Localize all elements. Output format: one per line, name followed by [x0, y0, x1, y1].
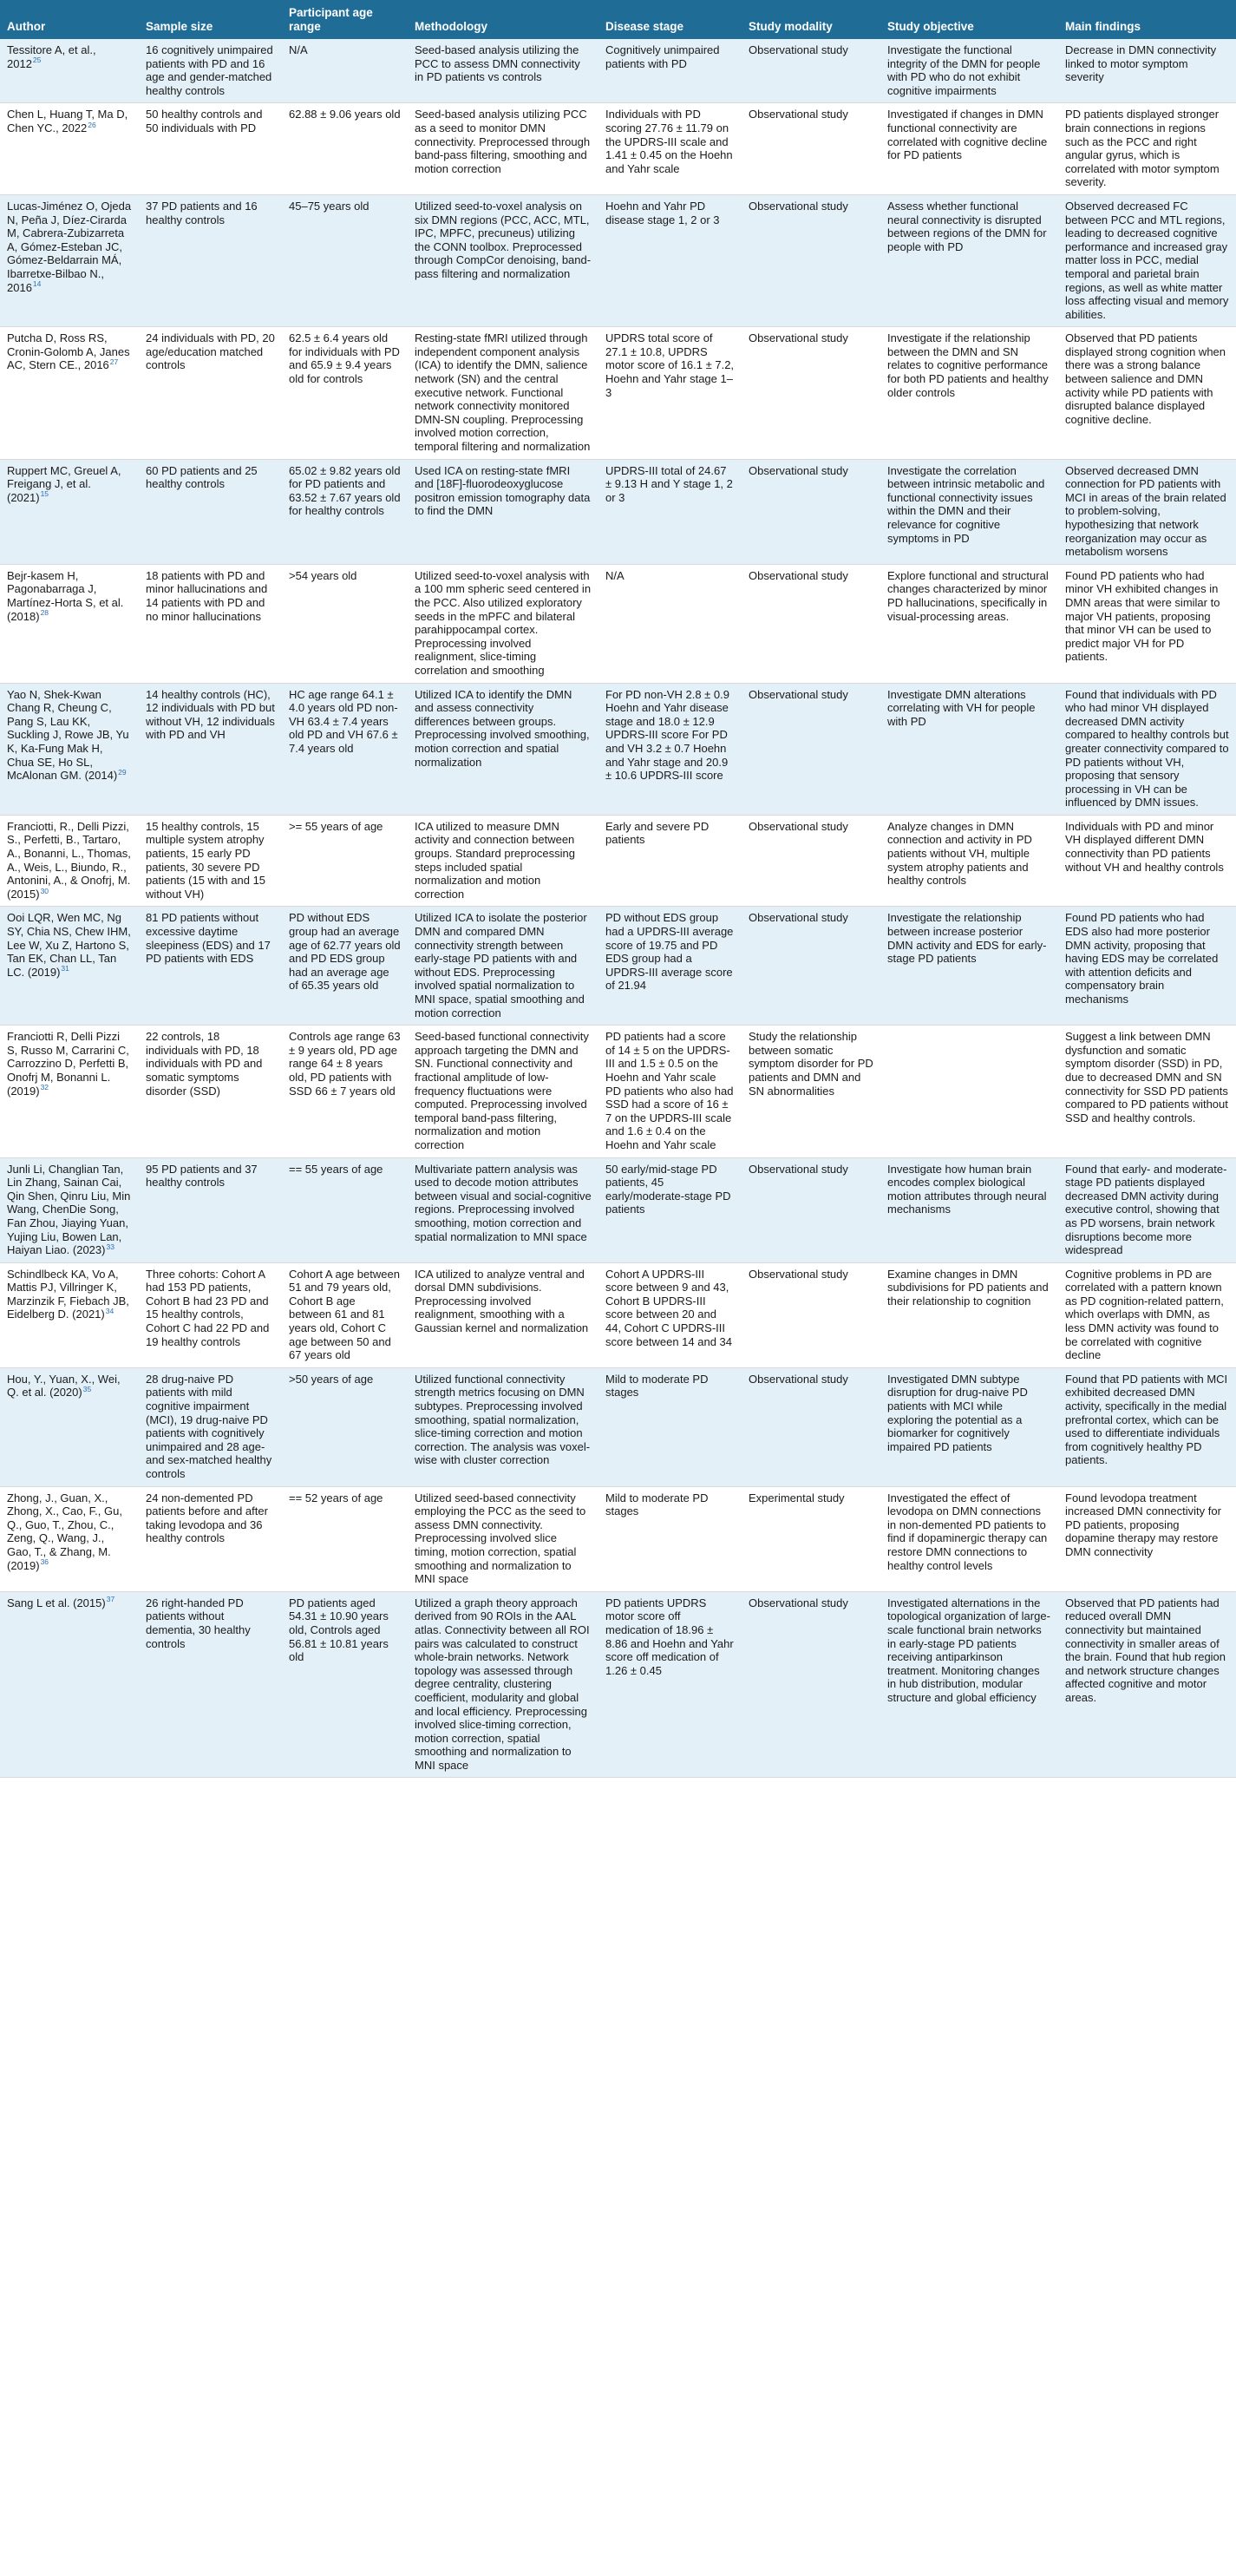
cell-main-findings: Found that individuals with PD who had minor VH displayed decreased DMN activity compared to healthy controls but greater connectivity compared to PD patients without VH, proposing that sensory processing in VH can be influenced by DMN issues.: [1058, 683, 1236, 815]
reference-link[interactable]: 32: [40, 1083, 49, 1092]
header-age-range: Participant age range: [289, 6, 373, 33]
cell-study-modality: Observational study: [742, 194, 880, 326]
cell-age-range: HC age range 64.1 ± 4.0 years old PD non-VH 63.4 ± 7.4 years old PD and VH 67.6 ± 7.4 years old: [282, 683, 408, 815]
cell-study-objective: Investigated alternations in the topological organization of large-scale functional brain networks in early-stage PD patients receiving antiparkinson treatment. Monitoring changes in hub distribution, modular structure and global efficiency: [880, 1591, 1058, 1778]
cell-study-objective: Assess whether functional neural connectivity is disrupted between regions of the DMN for people with PD: [880, 194, 1058, 326]
table-row: [0, 103, 1236, 195]
cell-disease-stage: Hoehn and Yahr PD disease stage 1, 2 or 3: [598, 194, 742, 326]
cell-main-findings: Found that PD patients with MCI exhibited decreased DMN activity, specifically in the medial prefrontal cortex, which can be used to differentiate individuals from cognitively healthy PD patients.: [1058, 1367, 1236, 1486]
cell-main-findings: Individuals with PD and minor VH displayed different DMN connectivity than PD patients without VH and healthy controls: [1058, 815, 1236, 907]
author-text: Hou, Y., Yuan, X., Wei, Q. et al. (2020): [7, 1372, 121, 1399]
cell-methodology: Seed-based functional connectivity approach targeting the DMN and SN. Functional connectivity and fractional amplitude of low-frequency fluctuations were computed. Preprocessing involved temporal band-pass filtering, normalization and motion correction: [408, 1026, 598, 1157]
author-text: Zhong, J., Guan, X., Zhong, X., Cao, F., Gu, Q., Guo, T., Zhou, C., Zeng, Q., Wang, J., Gao, T., & Zhang, M. (2019): [7, 1491, 122, 1572]
header-study-objective: Study objective: [887, 20, 974, 33]
cell-age-range: 45–75 years old: [282, 194, 408, 326]
cell-methodology: Utilized a graph theory approach derived from 90 ROIs in the AAL atlas. Connectivity between all ROI pairs was calculated to construct whole-brain networks. Network topology was assessed through degree centrality, clustering coefficient, modularity and global and local efficiency. Preprocessing involved slice-timing correction, motion correction, spatial smoothing and normalization to MNI space: [408, 1591, 598, 1778]
reference-link[interactable]: 37: [106, 1595, 115, 1604]
cell-methodology: Resting-state fMRI utilized through independent component analysis (ICA) to identify the DMN, salience network (SN) and the central executive network. Functional network connectivity monitored DMN-SN coupling. Preprocessing involved motion correction, temporal filtering and normalization: [408, 327, 598, 459]
cell-author: [0, 1367, 139, 1486]
header-row: [0, 0, 1236, 39]
author-text: Franciotti R, Delli Pizzi S, Russo M, Carrarini C, Carrozzino D, Perfetti B, Onofrj M, Bonanni L. (2019): [7, 1030, 129, 1098]
cell-sample-size: Three cohorts: Cohort A had 153 PD patients, Cohort B had 23 PD and 15 healthy controls, Cohort C had 22 PD and 19 healthy controls: [139, 1262, 282, 1367]
cell-study-objective: Explore functional and structural changes characterized by minor PD hallucinations, specifically in visual-processing areas.: [880, 564, 1058, 683]
cell-age-range: 65.02 ± 9.82 years old for PD patients and 63.52 ± 7.67 years old for healthy controls: [282, 459, 408, 564]
cell-main-findings: Decrease in DMN connectivity linked to motor symptom severity: [1058, 39, 1236, 103]
cell-sample-size: 15 healthy controls, 15 multiple system atrophy patients, 15 early PD patients, 30 severe PD patients (15 with and 15 without VH): [139, 815, 282, 907]
cell-sample-size: 95 PD patients and 37 healthy controls: [139, 1157, 282, 1262]
author-text: Bejr-kasem H, Pagonabarraga J, Martínez-Horta S, et al. (2018): [7, 568, 124, 623]
cell-study-modality: Observational study: [742, 103, 880, 195]
cell-author: [0, 459, 139, 564]
cell-methodology: ICA utilized to analyze ventral and dorsal DMN subdivisions. Preprocessing involved realignment, smoothing with a Gaussian kernel and normalization: [408, 1262, 598, 1367]
cell-study-modality: Observational study: [742, 907, 880, 1026]
cell-study-objective: Investigated DMN subtype disruption for drug-naive PD patients with MCI while exploring the potential as a biomarker for cognitively impaired PD patients: [880, 1367, 1058, 1486]
author-text: Tessitore A, et al., 2012: [7, 43, 96, 70]
table-row: [0, 564, 1236, 683]
cell-main-findings: Observed that PD patients had reduced overall DMN connectivity but maintained connectivity in smaller areas of the brain. Found that hub region and network structure changes affected cognitive and motor areas.: [1058, 1591, 1236, 1778]
cell-author: [0, 1157, 139, 1262]
cell-methodology: ICA utilized to measure DMN activity and connection between groups. Standard preprocessing steps included spatial normalization and motion correction: [408, 815, 598, 907]
author-text: Junli Li, Changlian Tan, Lin Zhang, Sainan Cai, Qin Shen, Qinru Liu, Min Wang, ChenDie Song, Fan Zhou, Jiaying Yuan, Yujing Liu, Bowen Lan, Haiyan Liao. (2023): [7, 1162, 131, 1257]
cell-study-objective: [880, 1026, 1058, 1157]
reference-link[interactable]: 35: [82, 1385, 92, 1394]
cell-main-findings: Cognitive problems in PD are correlated with a pattern known as PD cognition-related pattern, which overlaps with DMN, as less DMN activity was found to be correlated with cognitive decline: [1058, 1262, 1236, 1367]
cell-age-range: 62.5 ± 6.4 years old for individuals with PD and 65.9 ± 9.4 years old for controls: [282, 327, 408, 459]
cell-author: [0, 194, 139, 326]
reference-link[interactable]: 30: [40, 886, 49, 895]
cell-disease-stage: PD without EDS group had a UPDRS-III average score of 19.75 and PD EDS group had a UPDRS-III average score of 21.94: [598, 907, 742, 1026]
cell-methodology: Utilized seed-to-voxel analysis on six DMN regions (PCC, ACC, MTL, IPC, MPFC, precuneus) utilizing the CONN toolbox. Preprocessed through CompCor denoising, band-pass filtering and normalization: [408, 194, 598, 326]
table-row: [0, 683, 1236, 815]
cell-methodology: Utilized ICA to identify the DMN and assess connectivity differences between groups. Preprocessing involved smoothing, motion correction and spatial normalization: [408, 683, 598, 815]
table-row: [0, 459, 1236, 564]
author-text: Ruppert MC, Greuel A, Freigang J, et al. (2021): [7, 463, 121, 504]
reference-link[interactable]: 34: [105, 1307, 114, 1316]
author-text: Putcha D, Ross RS, Cronin-Golomb A, Janes AC, Stern CE., 2016: [7, 331, 130, 372]
cell-methodology: Utilized functional connectivity strength metrics focusing on DMN subtypes. Preprocessing involved smoothing, spatial normalization, slice-timing correction and motion correction. The analysis was voxel-wise with cluster correction: [408, 1367, 598, 1486]
cell-study-objective: Investigated if changes in DMN functional connectivity are correlated with cognitive decline for PD patients: [880, 103, 1058, 195]
cell-main-findings: PD patients displayed stronger brain connections in regions such as the PCC and right angular gyrus, which is correlated with motor symptom severity.: [1058, 103, 1236, 195]
cell-author: [0, 1262, 139, 1367]
cell-methodology: Utilized ICA to isolate the posterior DMN and compared DMN connectivity strength between early-stage PD patients with and without EDS. Preprocessing involved spatial normalization to MNI space, spatial smoothing and motion correction: [408, 907, 598, 1026]
author-text: Schindlbeck KA, Vo A, Mattis PJ, Villringer K, Marzinzik F, Fiebach JB, Eidelberg D. (2021): [7, 1267, 129, 1321]
cell-study-modality: Observational study: [742, 683, 880, 815]
table-row: [0, 1157, 1236, 1262]
cell-study-modality: Observational study: [742, 1367, 880, 1486]
cell-study-objective: Investigate the functional integrity of the DMN for people with PD who do not exhibit cognitive impairments: [880, 39, 1058, 103]
table-row: [0, 1591, 1236, 1778]
table-row: [0, 327, 1236, 459]
cell-author: [0, 327, 139, 459]
cell-sample-size: 24 non-demented PD patients before and after taking levodopa and 36 healthy controls: [139, 1486, 282, 1591]
cell-disease-stage: Mild to moderate PD stages: [598, 1367, 742, 1486]
reference-link[interactable]: 27: [109, 357, 119, 367]
cell-author: [0, 1026, 139, 1157]
cell-study-modality: Experimental study: [742, 1486, 880, 1591]
cell-study-modality: Study the relationship between somatic symptom disorder for PD patients and DMN and SN abnormalities: [742, 1026, 880, 1157]
cell-age-range: N/A: [282, 39, 408, 103]
table-row: [0, 1486, 1236, 1591]
author-text: Ooi LQR, Wen MC, Ng SY, Chia NS, Chew IHM, Lee W, Xu Z, Hartono S, Tan EK, Chan LL, Tan LC. (2019): [7, 911, 131, 979]
cell-age-range: PD patients aged 54.31 ± 10.90 years old, Controls aged 56.81 ± 10.81 years old: [282, 1591, 408, 1778]
cell-study-modality: Observational study: [742, 1262, 880, 1367]
cell-age-range: == 55 years of age: [282, 1157, 408, 1262]
cell-author: [0, 564, 139, 683]
reference-link[interactable]: 26: [88, 120, 96, 129]
cell-study-modality: Observational study: [742, 39, 880, 103]
header-methodology: Methodology: [415, 20, 487, 33]
cell-main-findings: Found levodopa treatment increased DMN connectivity for PD patients, proposing dopamine therapy may restore DMN connectivity: [1058, 1486, 1236, 1591]
cell-sample-size: 37 PD patients and 16 healthy controls: [139, 194, 282, 326]
cell-main-findings: Observed decreased DMN connection for PD patients with MCI in areas of the brain related to problem-solving, hypothesizing that network reorganization may occur as metabolism worsens: [1058, 459, 1236, 564]
header-main-findings: Main findings: [1065, 20, 1141, 33]
cell-sample-size: 24 individuals with PD, 20 age/education matched controls: [139, 327, 282, 459]
table-body: [0, 39, 1236, 1778]
table-row: [0, 39, 1236, 103]
reference-link[interactable]: 33: [106, 1242, 114, 1251]
cell-disease-stage: Early and severe PD patients: [598, 815, 742, 907]
reference-link[interactable]: 25: [32, 56, 42, 65]
cell-main-findings: Suggest a link between DMN dysfunction and somatic symptom disorder (SSD) in PD, due to decreased DMN and SN connectivity for SSD PD patients compared to PD patients without SSD and healthy controls.: [1058, 1026, 1236, 1157]
cell-methodology: Multivariate pattern analysis was used to decode motion attributes between visual and social-cognitive regions. Preprocessing involved smoothing, motion correction and spatial normalization to MNI space: [408, 1157, 598, 1262]
header-author: Author: [7, 20, 46, 33]
cell-disease-stage: UPDRS total score of 27.1 ± 10.8, UPDRS motor score of 16.1 ± 7.2, Hoehn and Yahr stage 1–3: [598, 327, 742, 459]
cell-author: [0, 1486, 139, 1591]
author-text: Yao N, Shek-Kwan Chang R, Cheung C, Pang S, Lau KK, Suckling J, Rowe JB, Yu K, Ka-Fung Mak H, Chua SE, Ho SL, McAlonan GM. (2014): [7, 687, 129, 783]
cell-disease-stage: Mild to moderate PD stages: [598, 1486, 742, 1591]
cell-disease-stage: Cohort A UPDRS-III score between 9 and 43, Cohort B UPDRS-III score between 20 and 44, Cohort C UPDRS-III score between 14 and 34: [598, 1262, 742, 1367]
cell-age-range: Cohort A age between 51 and 79 years old, Cohort B age between 61 and 81 years old, Cohort C age between 50 and 67 years old: [282, 1262, 408, 1367]
author-text: Chen L, Huang T, Ma D, Chen YC., 2022: [7, 108, 128, 134]
cell-age-range: >50 years of age: [282, 1367, 408, 1486]
cell-study-modality: Observational study: [742, 459, 880, 564]
cell-methodology: Used ICA on resting-state fMRI and [18F]-fluorodeoxyglucose positron emission tomography data to find the DMN: [408, 459, 598, 564]
cell-study-objective: Examine changes in DMN subdivisions for PD patients and their relationship to cognition: [880, 1262, 1058, 1367]
cell-disease-stage: Cognitively unimpaired patients with PD: [598, 39, 742, 103]
header-disease-stage: Disease stage: [605, 20, 684, 33]
cell-sample-size: 16 cognitively unimpaired patients with PD and 16 age and gender-matched healthy controls: [139, 39, 282, 103]
author-text: Sang L et al. (2015): [7, 1596, 106, 1609]
cell-study-modality: Observational study: [742, 564, 880, 683]
table-row: [0, 1026, 1236, 1157]
cell-main-findings: Found PD patients who had minor VH exhibited changes in DMN areas that were similar to major VH patients, proposing that minor VH can be used to predict major VH for PD patients.: [1058, 564, 1236, 683]
reference-link[interactable]: 31: [61, 964, 69, 973]
cell-sample-size: 22 controls, 18 individuals with PD, 18 individuals with PD and somatic symptoms disorder (SSD): [139, 1026, 282, 1157]
table-row: [0, 1367, 1236, 1486]
table-row: [0, 907, 1236, 1026]
cell-age-range: PD without EDS group had an average age of 62.77 years old and PD EDS group had an average age of 65.35 years old: [282, 907, 408, 1026]
cell-author: [0, 39, 139, 103]
cell-sample-size: 18 patients with PD and minor hallucinations and 14 patients with PD and no minor hallucinations: [139, 564, 282, 683]
reference-link[interactable]: 36: [40, 1557, 49, 1567]
cell-main-findings: Observed that PD patients displayed strong cognition when there was a strong balance between salience and DMN activity while PD patients with disrupted balance displayed cognitive decline.: [1058, 327, 1236, 459]
cell-age-range: >= 55 years of age: [282, 815, 408, 907]
cell-disease-stage: PD patients had a score of 14 ± 5 on the UPDRS-III and 1.5 ± 0.5 on the Hoehn and Yahr scale PD patients who also had SSD had a score of 16 ± 7 on the UPDRS-III scale and 1.6 ± 0.4 on the Hoehn and Yahr scale: [598, 1026, 742, 1157]
reference-link[interactable]: 14: [32, 279, 42, 289]
cell-main-findings: Observed decreased FC between PCC and MTL regions, leading to decreased cognitive performance and increased gray matter loss in PCC, medial temporal and parietal brain regions, as well as white matter loss affecting visual and memory abilities.: [1058, 194, 1236, 326]
cell-methodology: Seed-based analysis utilizing PCC as a seed to monitor DMN connectivity. Preprocessed through band-pass filtering, smoothing and motion correction: [408, 103, 598, 195]
cell-methodology: Utilized seed-based connectivity employing the PCC as the seed to assess DMN connectivity. Preprocessing involved slice timing, motion correction, spatial smoothing and normalization to MNI space: [408, 1486, 598, 1591]
reference-link[interactable]: 28: [40, 608, 49, 618]
cell-study-modality: Observational study: [742, 815, 880, 907]
author-text: Franciotti, R., Delli Pizzi, S., Perfetti, B., Tartaro, A., Bonanni, L., Thomas, A., Weis, L., Biundo, R., Antonini, A., & Onofrj, M. (2015): [7, 819, 131, 901]
cell-main-findings: Found PD patients who had EDS also had more posterior DMN activity, proposing that having EDS may be correlated with attention deficits and compensatory brain mechanisms: [1058, 907, 1236, 1026]
cell-disease-stage: PD patients UPDRS motor score off medication of 18.96 ± 8.86 and Hoehn and Yahr score off medication of 1.26 ± 0.45: [598, 1591, 742, 1778]
cell-methodology: Utilized seed-to-voxel analysis with a 100 mm spheric seed centered in the PCC. Also utilized exploratory seeds in the mPFC and bilateral parahippocampal cortex. Preprocessing involved realignment, slice-timing correlation and smoothing: [408, 564, 598, 683]
cell-study-objective: Investigate DMN alterations correlating with VH for people with PD: [880, 683, 1058, 815]
table-header: [0, 0, 1236, 39]
cell-author: [0, 103, 139, 195]
cell-main-findings: Found that early- and moderate-stage PD patients displayed decreased DMN activity during executive control, showing that as PD worsens, brain network disruptions become more widespread: [1058, 1157, 1236, 1262]
cell-age-range: 62.88 ± 9.06 years old: [282, 103, 408, 195]
cell-study-modality: Observational study: [742, 1591, 880, 1778]
cell-age-range: Controls age range 63 ± 9 years old, PD age range 64 ± 8 years old, PD patients with SSD 66 ± 7 years old: [282, 1026, 408, 1157]
cell-sample-size: 14 healthy controls (HC), 12 individuals with PD but without VH, 12 individuals with PD and VH: [139, 683, 282, 815]
cell-study-objective: Investigated the effect of levodopa on DMN connections in non-demented PD patients to find if dopaminergic therapy can restore DMN connections to healthy control levels: [880, 1486, 1058, 1591]
reference-link[interactable]: 15: [40, 489, 49, 499]
cell-author: [0, 815, 139, 907]
cell-study-objective: Investigate if the relationship between the DMN and SN relates to cognitive performance for both PD patients and healthy older controls: [880, 327, 1058, 459]
cell-disease-stage: Individuals with PD scoring 27.76 ± 11.79 on the UPDRS-III scale and 1.41 ± 0.45 on the Hoehn and Yahr scale: [598, 103, 742, 195]
cell-study-objective: Analyze changes in DMN connection and activity in PD patients without VH, multiple system atrophy patients and healthy controls: [880, 815, 1058, 907]
cell-methodology: Seed-based analysis utilizing the PCC to assess DMN connectivity in PD patients vs controls: [408, 39, 598, 103]
cell-sample-size: 28 drug-naive PD patients with mild cognitive impairment (MCI), 19 drug-naive PD patients with cognitively unimpaired and 28 age- and sex-matched healthy controls: [139, 1367, 282, 1486]
header-study-modality: Study modality: [749, 20, 833, 33]
cell-study-modality: Observational study: [742, 327, 880, 459]
cell-disease-stage: 50 early/mid-stage PD patients, 45 early/moderate-stage PD patients: [598, 1157, 742, 1262]
cell-study-modality: Observational study: [742, 1157, 880, 1262]
cell-study-objective: Investigate the relationship between increase posterior DMN activity and EDS for early-stage PD patients: [880, 907, 1058, 1026]
reference-link[interactable]: 29: [118, 767, 127, 777]
cell-author: [0, 683, 139, 815]
cell-disease-stage: UPDRS-III total of 24.67 ± 9.13 H and Y stage 1, 2 or 3: [598, 459, 742, 564]
table-row: [0, 1262, 1236, 1367]
cell-study-objective: Investigate the correlation between intrinsic metabolic and functional connectivity issues within the DMN and their relevance for cognitive symptoms in PD: [880, 459, 1058, 564]
cell-author: [0, 1591, 139, 1778]
cell-study-objective: Investigate how human brain encodes complex biological motion attributes through neural mechanisms: [880, 1157, 1058, 1262]
cell-sample-size: 50 healthy controls and 50 individuals with PD: [139, 103, 282, 195]
cell-disease-stage: N/A: [598, 564, 742, 683]
table-row: [0, 194, 1236, 326]
table-row: [0, 815, 1236, 907]
cell-age-range: >54 years old: [282, 564, 408, 683]
cell-author: [0, 907, 139, 1026]
author-text: Lucas-Jiménez O, Ojeda N, Peña J, Díez-Cirarda M, Cabrera-Zubizarreta A, Gómez-Esteban JC, Gómez-Beldarrain MÁ, Ibarretxe-Bilbao N., 2016: [7, 199, 132, 294]
cell-sample-size: 26 right-handed PD patients without dementia, 30 healthy controls: [139, 1591, 282, 1778]
cell-disease-stage: For PD non-VH 2.8 ± 0.9 Hoehn and Yahr disease stage and 18.0 ± 12.9 UPDRS-III score For PD and VH 3.2 ± 0.7 Hoehn and Yahr stage and 20.9 ± 10.6 UPDRS-III score: [598, 683, 742, 815]
header-sample-size: Sample size: [146, 20, 213, 33]
cell-sample-size: 81 PD patients without excessive daytime sleepiness (EDS) and 17 PD patients with EDS: [139, 907, 282, 1026]
cell-sample-size: 60 PD patients and 25 healthy controls: [139, 459, 282, 564]
cell-age-range: == 52 years of age: [282, 1486, 408, 1591]
